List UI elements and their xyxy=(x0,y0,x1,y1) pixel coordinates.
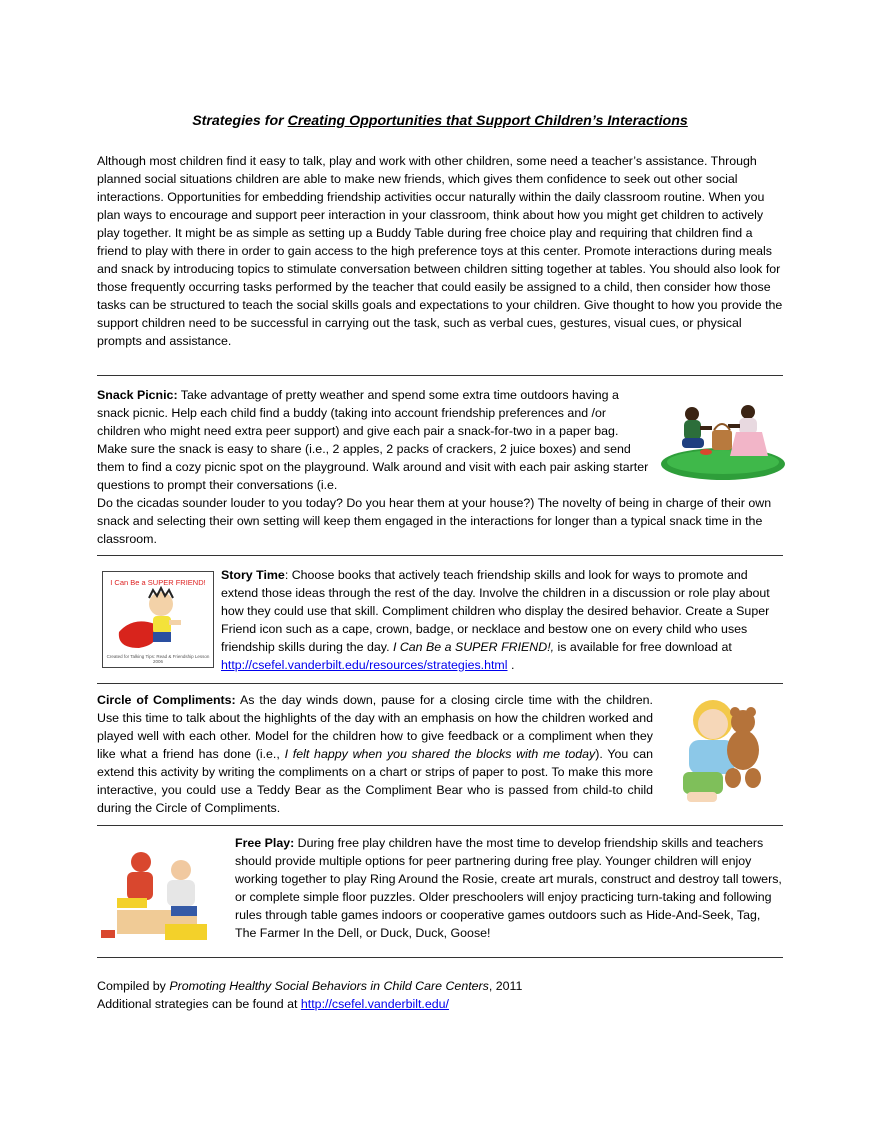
compiled-prefix: Compiled by xyxy=(97,979,170,993)
circle-text-b: ). You can extend this activity by writing the compliments on a chart or strips of paper to post. To make this more interactive, you could use a Teddy Bear as the Compliment Bear who is passed from child-to child during the Circle of Compliments. xyxy=(97,747,653,815)
circle-paragraph xyxy=(97,691,653,817)
story-paragraph xyxy=(221,566,783,674)
snack-paragraph-a xyxy=(97,386,649,494)
divider xyxy=(97,825,783,826)
circle-heading: Circle of Compliments: xyxy=(97,693,236,707)
circle-of-compliments-section xyxy=(97,691,653,817)
additional-prefix: Additional strategies can be found at xyxy=(97,997,301,1011)
free-play-section xyxy=(235,834,783,942)
divider xyxy=(97,957,783,958)
free-play-text: During free play children have the most time to develop friendship skills and teachers should provide multiple options for peer partnering during free play. Younger children will enjoy working together to play Ring Around the Rosie, create art murals, construct and destroy tall towers, or complete simple floor puzzles. Older preschoolers will enjoy practicing turn-taking and following rules through table games indoors or cooperative games outdoors such as Hide-And-Seek, Tag, The Farmer In the Dell, or Duck, Duck, Goose! xyxy=(235,836,782,940)
story-text-b: is available for free download at xyxy=(554,640,732,654)
divider xyxy=(97,555,783,556)
compiled-suffix: , 2011 xyxy=(488,979,523,993)
circle-example: I felt happy when you shared the blocks with me today xyxy=(284,747,596,761)
divider xyxy=(97,375,783,376)
book-cover-title: I Can Be a SUPER FRIEND! xyxy=(110,578,206,587)
divider xyxy=(97,683,783,684)
page-title xyxy=(97,112,783,130)
compiled-by-line xyxy=(97,977,783,995)
circle-text-a: As the day winds down, pause for a closing circle time with the children. Use this time to talk about the highlights of the day with an emphasis on how the children worked and played well with each other. Model for the children how to give feedback or a compliment when they like what a friend has done (i.e., xyxy=(97,693,653,761)
story-time-section xyxy=(221,566,783,674)
story-text-c: . xyxy=(507,658,515,672)
free-play-heading: Free Play: xyxy=(235,836,295,850)
snack-heading: Snack Picnic: xyxy=(97,388,178,402)
snack-text-a: Take advantage of pretty weather and spend some extra time outdoors having a snack picnic. Help each child find a buddy (taking into account friendship preferences and /or children who might need extra peer support) and give each pair a snack-for-two in a paper bag. Make sure the snack is easy to share (i.e., 2 apples, 2 packs of crackers, 2 juice boxes) and send them to find a cozy picnic spot on the playground. Walk around and visit with each pair asking starter questions to prompt their conversations (i.e. xyxy=(97,388,649,492)
title-underlined: Creating Opportunities that Support Children’s Interactions xyxy=(287,113,688,129)
free-play-paragraph xyxy=(235,834,783,942)
super-friend-illustration xyxy=(103,586,213,656)
title-prefix: Strategies for xyxy=(192,113,288,129)
additional-strategies-line xyxy=(97,995,783,1013)
story-heading: Story Time xyxy=(221,568,285,582)
intro-section xyxy=(97,152,783,350)
intro-paragraph: Although most children find it easy to talk, play and work with other children, some need a teacher’s assistance. Through planned social situations children are able to make new friends, which gives them confidence to seek out other social interactions. Opportunities for embedding friendship activities occur naturally within the daily classroom routine. When you plan ways to encourage and support peer interaction in your classroom, think about how you might get children to actively play together. It might be as simple as setting up a Buddy Table during free choice play and requiring that children find a friend to play with there in order to gain access to the high preference toys at this center. Promote interactions during meals and snack by introducing topics to stimulate conversation between children sitting together at tables. You should also look for those frequently occurring tasks performed by the teacher that could easily be assigned to a child, then consider how those tasks can be structured to teach the social skills goals and expectations to your children. Give thought to how you provide the support children need to be successful in carrying out the task, such as verbal cues, gestures, visual cues, or physical prompts and assistance. xyxy=(97,154,783,348)
snack-paragraph-b: Do the cicadas sounder louder to you today? Do you hear them at your house?) The novelty of being in charge of their own snack and selecting their own setting will keep them engaged in the interactions for longer than a typical snack time in the classroom. xyxy=(97,496,772,546)
story-text-a: : Choose books that actively teach friendship skills and look for ways to promote and extend those ideas through the rest of the day. Involve the children in a discussion or role play about how they could use that skill. Compliment children who display the desired behavior. Create a Super Friend icon such as a cape, crown, badge, or necklace and bestow one on every child who uses friendship skills during the day. xyxy=(221,568,770,654)
footer-section xyxy=(97,977,783,1013)
strategies-link[interactable]: http://csefel.vanderbilt.edu/resources/strategies.html xyxy=(221,658,508,672)
super-friend-book-cover xyxy=(102,571,214,668)
child-with-teddy-bear-image xyxy=(677,696,773,810)
compiled-source: Promoting Healthy Social Behaviors in Child Care Centers xyxy=(169,979,489,993)
story-book-title: I Can Be a SUPER FRIEND!, xyxy=(392,640,555,654)
book-cover-credit: Created for Talking Tips: Read & Friendship Lesson 2006 xyxy=(106,654,210,664)
picnic-children-image xyxy=(660,400,786,482)
csefel-link[interactable]: http://csefel.vanderbilt.edu/ xyxy=(300,997,449,1011)
children-playing-puzzle-image xyxy=(97,848,215,946)
